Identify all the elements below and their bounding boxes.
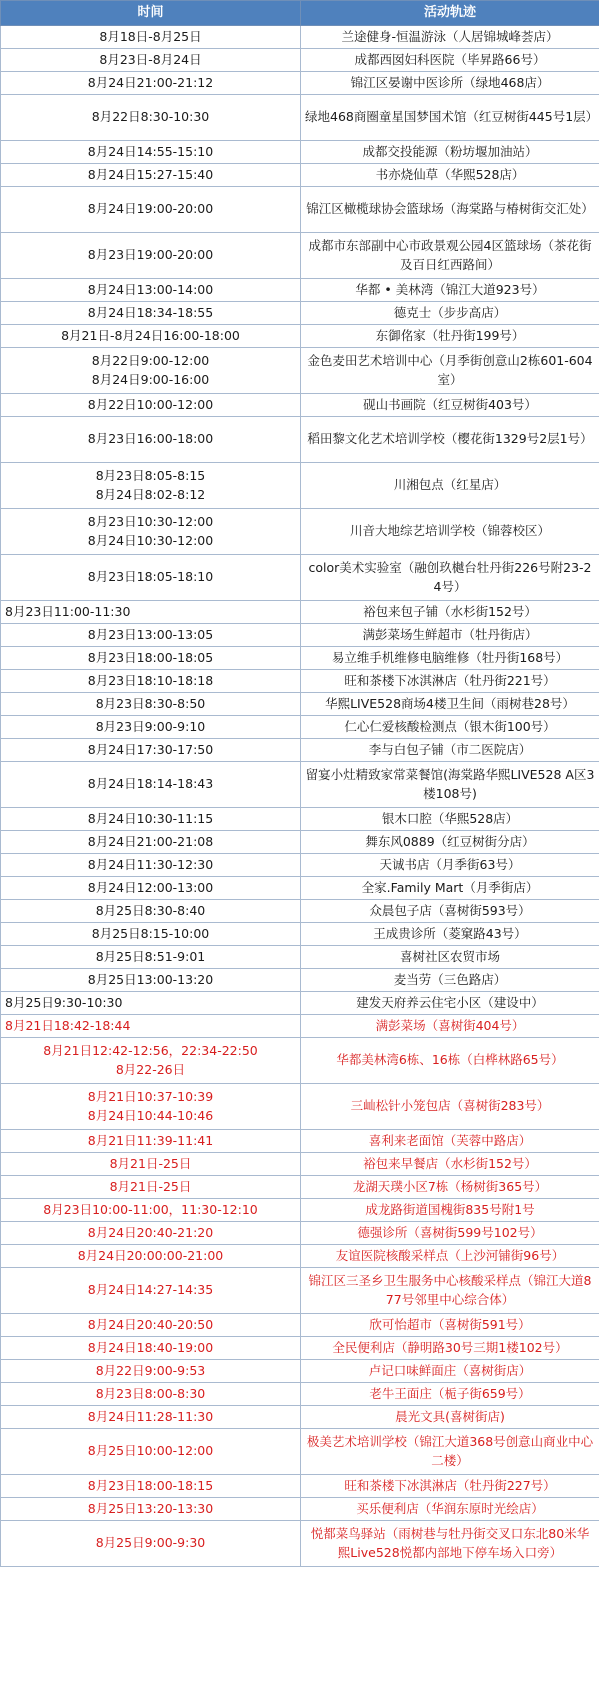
place-cell: 川音大地综艺培训学校（锦蓉校区） bbox=[301, 509, 599, 555]
time-text: 8月23日8:05-8:15 bbox=[95, 467, 206, 483]
time-cell bbox=[1, 1337, 301, 1360]
time-text: 8月24日10:44-10:46 bbox=[87, 1107, 214, 1123]
place-cell: 易立维手机维修电脑维修（牡丹街168号） bbox=[301, 647, 599, 670]
table-row bbox=[1, 1337, 599, 1360]
time-cell bbox=[1, 854, 301, 877]
time-text: 8月25日8:51-9:01 bbox=[95, 948, 206, 964]
place-cell: 华都美林湾6栋、16栋（白桦林路65号） bbox=[301, 1038, 599, 1084]
time-cell bbox=[1, 463, 301, 509]
table-row bbox=[1, 279, 599, 302]
table-row bbox=[1, 325, 599, 348]
time-cell bbox=[1, 670, 301, 693]
place-cell: 全家.Family Mart（月季街店） bbox=[301, 877, 599, 900]
table-row bbox=[1, 72, 599, 95]
table-row bbox=[1, 509, 599, 555]
table-row bbox=[1, 670, 599, 693]
time-cell bbox=[1, 1153, 301, 1176]
time-text: 8月18日-8月25日 bbox=[99, 28, 202, 44]
time-cell bbox=[1, 302, 301, 325]
time-text: 8月22日9:00-12:00 bbox=[91, 352, 210, 368]
time-text: 8月25日9:00-9:30 bbox=[95, 1535, 206, 1551]
table-row bbox=[1, 1406, 599, 1429]
time-text: 8月24日18:40-19:00 bbox=[87, 1339, 214, 1355]
time-cell bbox=[1, 348, 301, 394]
place-cell: 三屾松针小笼包店（喜树街283号） bbox=[301, 1084, 599, 1130]
time-text: 8月21日-25日 bbox=[109, 1178, 192, 1194]
time-cell bbox=[1, 187, 301, 233]
time-text: 8月24日13:00-14:00 bbox=[87, 281, 214, 297]
table-row bbox=[1, 141, 599, 164]
time-cell bbox=[1, 900, 301, 923]
time-cell bbox=[1, 141, 301, 164]
header-place: 活动轨迹 bbox=[301, 1, 599, 26]
time-text: 8月24日10:30-12:00 bbox=[87, 532, 214, 548]
time-cell bbox=[1, 647, 301, 670]
time-text: 8月24日20:40-20:50 bbox=[87, 1316, 214, 1332]
place-cell: 王成贵诊所（菱窠路43号） bbox=[301, 923, 599, 946]
time-text: 8月21日10:37-10:39 bbox=[87, 1088, 214, 1104]
place-cell: 裕包来包子铺（水杉街152号） bbox=[301, 601, 599, 624]
time-cell bbox=[1, 394, 301, 417]
place-cell: 银木口腔（华熙528店） bbox=[301, 808, 599, 831]
time-text: 8月25日9:30-10:30 bbox=[5, 994, 123, 1010]
time-cell bbox=[1, 509, 301, 555]
time-text: 8月25日10:00-12:00 bbox=[87, 1443, 214, 1459]
place-cell: 麦当劳（三色路店） bbox=[301, 969, 599, 992]
time-cell bbox=[1, 325, 301, 348]
table-row bbox=[1, 95, 599, 141]
table-row bbox=[1, 1268, 599, 1314]
time-text: 8月23日10:00-11:00，11:30-12:10 bbox=[43, 1201, 258, 1217]
time-text: 8月22日8:30-10:30 bbox=[91, 109, 210, 125]
place-cell: 华都 • 美林湾（锦江大道923号） bbox=[301, 279, 599, 302]
place-cell: 买乐便利店（华润东原时光绘店） bbox=[301, 1498, 599, 1521]
place-cell: 喜利来老面馆（芙蓉中路店） bbox=[301, 1130, 599, 1153]
time-text: 8月22-26日 bbox=[115, 1061, 186, 1077]
time-text: 8月24日15:27-15:40 bbox=[87, 166, 214, 182]
place-cell: 旺和茶楼下冰淇淋店（牡丹街221号） bbox=[301, 670, 599, 693]
time-cell bbox=[1, 1084, 301, 1130]
time-cell bbox=[1, 1245, 301, 1268]
place-cell: 建发天府养云住宅小区（建设中） bbox=[301, 992, 599, 1015]
table-row bbox=[1, 1222, 599, 1245]
place-cell: 卢记口味鲜面庄（喜树街店） bbox=[301, 1360, 599, 1383]
place-cell: 书亦烧仙草（华熙528店） bbox=[301, 164, 599, 187]
time-cell bbox=[1, 1406, 301, 1429]
time-cell bbox=[1, 1199, 301, 1222]
time-cell bbox=[1, 1015, 301, 1038]
time-text: 8月24日14:55-15:10 bbox=[87, 143, 214, 159]
time-cell bbox=[1, 1038, 301, 1084]
place-cell: 天诚书店（月季街63号） bbox=[301, 854, 599, 877]
time-text: 8月22日9:00-9:53 bbox=[95, 1362, 206, 1378]
time-text: 8月24日12:00-13:00 bbox=[87, 879, 214, 895]
table-row bbox=[1, 1084, 599, 1130]
time-text: 8月23日16:00-18:00 bbox=[87, 431, 214, 447]
place-cell: 留宴小灶精致家常菜餐馆(海棠路华熙LIVE528 A区3楼108号) bbox=[301, 762, 599, 808]
time-cell bbox=[1, 739, 301, 762]
time-cell bbox=[1, 1176, 301, 1199]
table-row bbox=[1, 417, 599, 463]
place-cell: 裕包来早餐店（水杉街152号） bbox=[301, 1153, 599, 1176]
time-cell bbox=[1, 1222, 301, 1245]
place-cell: 龙湖天璞小区7栋（杨树街365号） bbox=[301, 1176, 599, 1199]
place-cell: 极美艺术培训学校（锦江大道368号创意山商业中心二楼） bbox=[301, 1429, 599, 1475]
time-text: 8月24日18:34-18:55 bbox=[87, 304, 214, 320]
time-text: 8月23日9:00-9:10 bbox=[95, 718, 206, 734]
time-cell bbox=[1, 279, 301, 302]
time-cell bbox=[1, 992, 301, 1015]
table-row bbox=[1, 762, 599, 808]
place-cell: 喜树社区农贸市场 bbox=[301, 946, 599, 969]
place-cell: 众晨包子店（喜树街593号） bbox=[301, 900, 599, 923]
time-text: 8月23日11:00-11:30 bbox=[5, 603, 131, 619]
place-cell: 满彭菜场（喜树街404号） bbox=[301, 1015, 599, 1038]
time-cell bbox=[1, 601, 301, 624]
place-cell: 全民便利店（静明路30号三期1楼102号） bbox=[301, 1337, 599, 1360]
place-cell: 金色麦田艺术培训中心（月季街创意山2栋601-604室） bbox=[301, 348, 599, 394]
time-cell bbox=[1, 164, 301, 187]
table-row bbox=[1, 555, 599, 601]
place-cell: color美术实验室（融创玖樾台牡丹街226号附23-24号） bbox=[301, 555, 599, 601]
table-row bbox=[1, 831, 599, 854]
place-cell: 仁心仁爱核酸检测点（银木街100号） bbox=[301, 716, 599, 739]
table-row bbox=[1, 601, 599, 624]
time-text: 8月23日8:30-8:50 bbox=[95, 695, 206, 711]
time-text: 8月23日18:00-18:05 bbox=[87, 649, 214, 665]
table-row bbox=[1, 877, 599, 900]
place-cell: 旺和茶楼下冰淇淋店（牡丹街227号） bbox=[301, 1475, 599, 1498]
time-cell bbox=[1, 72, 301, 95]
place-cell: 欣可怡超市（喜树街591号） bbox=[301, 1314, 599, 1337]
time-cell bbox=[1, 233, 301, 279]
place-cell: 锦江区晏谢中医诊所（绿地468店） bbox=[301, 72, 599, 95]
table-row bbox=[1, 992, 599, 1015]
place-cell: 成龙路街道国槐街835号附1号 bbox=[301, 1199, 599, 1222]
time-cell bbox=[1, 49, 301, 72]
time-text: 8月23日13:00-13:05 bbox=[87, 626, 214, 642]
table-row bbox=[1, 1245, 599, 1268]
table-row bbox=[1, 1038, 599, 1084]
header-time: 时间 bbox=[1, 1, 301, 26]
place-cell: 锦江区三圣乡卫生服务中心核酸采样点（锦江大道877号邻里中心综合体） bbox=[301, 1268, 599, 1314]
time-cell bbox=[1, 1130, 301, 1153]
time-cell bbox=[1, 95, 301, 141]
place-cell: 晨光文具(喜树街店) bbox=[301, 1406, 599, 1429]
time-text: 8月21日12:42-12:56，22:34-22:50 bbox=[43, 1042, 258, 1058]
time-cell bbox=[1, 1268, 301, 1314]
time-cell bbox=[1, 26, 301, 49]
time-text: 8月22日10:00-12:00 bbox=[87, 396, 214, 412]
place-cell: 德强诊所（喜树街599号102号） bbox=[301, 1222, 599, 1245]
place-cell: 稻田黎文化艺术培训学校（樱花街1329号2层1号） bbox=[301, 417, 599, 463]
table-row bbox=[1, 946, 599, 969]
table-row bbox=[1, 1360, 599, 1383]
time-cell bbox=[1, 693, 301, 716]
place-cell: 成都西囡妇科医院（毕昇路66号） bbox=[301, 49, 599, 72]
time-text: 8月24日11:30-12:30 bbox=[87, 856, 214, 872]
table-row bbox=[1, 1153, 599, 1176]
time-text: 8月21日-8月24日16:00-18:00 bbox=[61, 327, 240, 343]
place-cell: 李与白包子铺（市二医院店） bbox=[301, 739, 599, 762]
time-cell bbox=[1, 1429, 301, 1475]
time-text: 8月23日18:00-18:15 bbox=[87, 1477, 214, 1493]
time-cell bbox=[1, 417, 301, 463]
time-text: 8月25日8:30-8:40 bbox=[95, 902, 206, 918]
time-text: 8月24日11:28-11:30 bbox=[87, 1408, 214, 1424]
time-cell bbox=[1, 1360, 301, 1383]
table-row bbox=[1, 1176, 599, 1199]
table-row bbox=[1, 647, 599, 670]
time-cell bbox=[1, 946, 301, 969]
time-cell bbox=[1, 877, 301, 900]
time-text: 8月21日11:39-11:41 bbox=[87, 1132, 214, 1148]
table-row bbox=[1, 693, 599, 716]
table-row bbox=[1, 624, 599, 647]
table-row bbox=[1, 187, 599, 233]
time-cell bbox=[1, 1475, 301, 1498]
table-row bbox=[1, 1130, 599, 1153]
place-cell: 友谊医院核酸采样点（上沙河铺街96号） bbox=[301, 1245, 599, 1268]
table-body bbox=[1, 26, 599, 1567]
place-cell: 满彭菜场生鲜超市（牡丹街店） bbox=[301, 624, 599, 647]
table-row bbox=[1, 900, 599, 923]
time-text: 8月23日8:00-8:30 bbox=[95, 1385, 206, 1401]
time-cell bbox=[1, 624, 301, 647]
time-text: 8月25日8:15-10:00 bbox=[91, 925, 210, 941]
time-text: 8月24日10:30-11:15 bbox=[87, 810, 214, 826]
table-row bbox=[1, 463, 599, 509]
place-cell: 悦都菜鸟驿站（雨树巷与牡丹街交叉口东北80米华熙Live528悦都内部地下停车场入口旁） bbox=[301, 1521, 599, 1567]
time-text: 8月24日14:27-14:35 bbox=[87, 1282, 214, 1298]
time-text: 8月24日20:40-21:20 bbox=[87, 1224, 214, 1240]
time-text: 8月24日9:00-16:00 bbox=[91, 371, 210, 387]
table-row bbox=[1, 26, 599, 49]
time-cell bbox=[1, 1314, 301, 1337]
place-cell: 成都交投能源（粉坊堰加油站） bbox=[301, 141, 599, 164]
table-header-row bbox=[1, 1, 599, 26]
time-cell bbox=[1, 831, 301, 854]
time-text: 8月24日19:00-20:00 bbox=[87, 201, 214, 217]
table-row bbox=[1, 1521, 599, 1567]
place-cell: 川湘包点（红星店） bbox=[301, 463, 599, 509]
time-text: 8月21日18:42-18:44 bbox=[5, 1017, 131, 1033]
table-row bbox=[1, 969, 599, 992]
table-row bbox=[1, 1314, 599, 1337]
place-cell: 东御佲家（牡丹街199号） bbox=[301, 325, 599, 348]
place-cell: 华熙LIVE528商场4楼卫生间（雨树巷28号） bbox=[301, 693, 599, 716]
place-cell: 德克士（步步高店） bbox=[301, 302, 599, 325]
time-cell bbox=[1, 762, 301, 808]
table-row bbox=[1, 1475, 599, 1498]
place-cell: 砚山书画院（红豆树街403号） bbox=[301, 394, 599, 417]
table-row bbox=[1, 233, 599, 279]
place-cell: 舞东风0889（红豆树街分店） bbox=[301, 831, 599, 854]
time-text: 8月21日-25日 bbox=[109, 1155, 192, 1171]
time-text: 8月23日-8月24日 bbox=[99, 51, 202, 67]
table-row bbox=[1, 49, 599, 72]
table-row bbox=[1, 1429, 599, 1475]
time-cell bbox=[1, 969, 301, 992]
time-text: 8月23日10:30-12:00 bbox=[87, 513, 214, 529]
time-text: 8月24日18:14-18:43 bbox=[87, 776, 214, 792]
time-text: 8月23日18:10-18:18 bbox=[87, 672, 214, 688]
place-cell: 绿地468商圈童星国梦国术馆（红豆树街445号1层） bbox=[301, 95, 599, 141]
table-row bbox=[1, 302, 599, 325]
time-cell bbox=[1, 716, 301, 739]
table-row bbox=[1, 854, 599, 877]
table-row bbox=[1, 1199, 599, 1222]
time-cell bbox=[1, 1521, 301, 1567]
table-row bbox=[1, 739, 599, 762]
table-row bbox=[1, 1383, 599, 1406]
time-text: 8月25日13:20-13:30 bbox=[87, 1500, 214, 1516]
time-text: 8月23日18:05-18:10 bbox=[87, 569, 214, 585]
time-text: 8月24日8:02-8:12 bbox=[95, 486, 206, 502]
table-row bbox=[1, 716, 599, 739]
table-row bbox=[1, 1015, 599, 1038]
time-cell bbox=[1, 808, 301, 831]
time-cell bbox=[1, 1498, 301, 1521]
time-text: 8月24日21:00-21:08 bbox=[87, 833, 214, 849]
place-cell: 锦江区橄榄球协会篮球场（海棠路与椿树街交汇处） bbox=[301, 187, 599, 233]
time-text: 8月25日13:00-13:20 bbox=[87, 971, 214, 987]
place-cell: 老牛王面庄（栀子街659号） bbox=[301, 1383, 599, 1406]
table-row bbox=[1, 164, 599, 187]
time-text: 8月23日19:00-20:00 bbox=[87, 247, 214, 263]
time-cell bbox=[1, 555, 301, 601]
time-cell bbox=[1, 1383, 301, 1406]
time-cell bbox=[1, 923, 301, 946]
time-text: 8月24日20:00:00-21:00 bbox=[77, 1247, 224, 1263]
time-text: 8月24日21:00-21:12 bbox=[87, 74, 214, 90]
place-cell: 成都市东部副中心市政景观公园4区篮球场（茶花街及百日红西路间） bbox=[301, 233, 599, 279]
table-row bbox=[1, 808, 599, 831]
table-row bbox=[1, 1498, 599, 1521]
place-cell: 兰途健身-恒温游泳（人居锦城峰荟店） bbox=[301, 26, 599, 49]
table-row bbox=[1, 348, 599, 394]
table-row bbox=[1, 394, 599, 417]
time-text: 8月24日17:30-17:50 bbox=[87, 741, 214, 757]
table-row bbox=[1, 923, 599, 946]
